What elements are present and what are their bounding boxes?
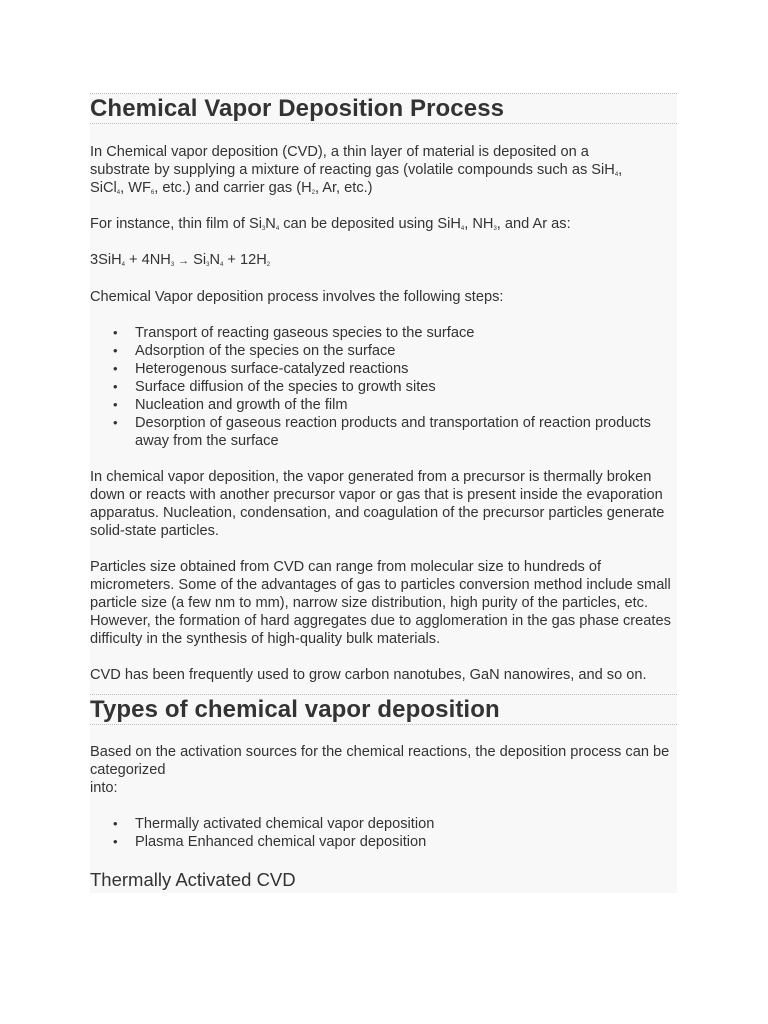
types-list [90, 815, 677, 851]
list-item: • Transport of reacting gaseous species to the surface [135, 324, 677, 342]
steps-list [90, 324, 677, 450]
steps-intro: Chemical Vapor deposition process involves the following steps: [90, 289, 504, 305]
list-item: • Nucleation and growth of the film [135, 396, 677, 414]
instance-paragraph: For instance, thin film of $Si_3N_4$ can be deposited using SiH$_4$, $NH_3$, and Ar as: [90, 216, 571, 232]
subheading-thermal-cvd: Thermally Activated CVD [90, 869, 296, 890]
types-intro: Based on the activation sources for the chemical reactions, the deposition process can be categorized into: [90, 744, 670, 796]
list-item: • Thermally activated chemical vapor deposition [135, 815, 677, 833]
list-item: • Surface diffusion of the species to growth sites [135, 378, 677, 396]
reaction-arrow: → [178, 255, 190, 267]
uses-paragraph: CVD has been frequently used to grow carbon nanotubes, GaN nanowires, and so on. [90, 667, 647, 683]
article-body [90, 93, 677, 893]
intro-paragraph: In Chemical vapor deposition (CVD), a thin layer of material is deposited on a substrate by supplying a mixture of reacting gas (volatile compounds such as SiH$_4$, SiCl$_4$, $WF_6$, etc.) and carrier gas ($H_2$, Ar, etc.) [90, 144, 623, 196]
list-item: • Heterogenous surface-catalyzed reactions [135, 360, 677, 378]
reaction-equation: $3SiH_4 + 4NH_3 \to Si_3N_4 + 12H_2$ [90, 252, 271, 268]
list-item: • Desorption of gaseous reaction products and transportation of reaction products away from the surface [135, 414, 677, 450]
list-item: • Adsorption of the species on the surface [135, 342, 677, 360]
heading-cvd-types: Types of chemical vapor deposition [90, 694, 677, 725]
precursor-paragraph: In chemical vapor deposition, the vapor generated from a precursor is thermally broken down or reacts with another precursor vapor or gas that is present inside the evaporation apparatus. Nucleation, condensation, and coagulation of the precursor particles generate solid-state particles. [90, 469, 665, 539]
list-item: • Plasma Enhanced chemical vapor deposition [135, 833, 677, 851]
particle-size-paragraph: Particles size obtained from CVD can range from molecular size to hundreds of micrometers. Some of the advantages of gas to particles conversion method include small particle size (a few nm to mm), narrow size distribution, high purity of the particles, etc. However, the formation of hard aggregates due to agglomeration in the gas phase creates difficulty in the synthesis of high-quality bulk materials. [90, 559, 671, 647]
heading-cvd-process: Chemical Vapor Deposition Process [90, 93, 677, 124]
